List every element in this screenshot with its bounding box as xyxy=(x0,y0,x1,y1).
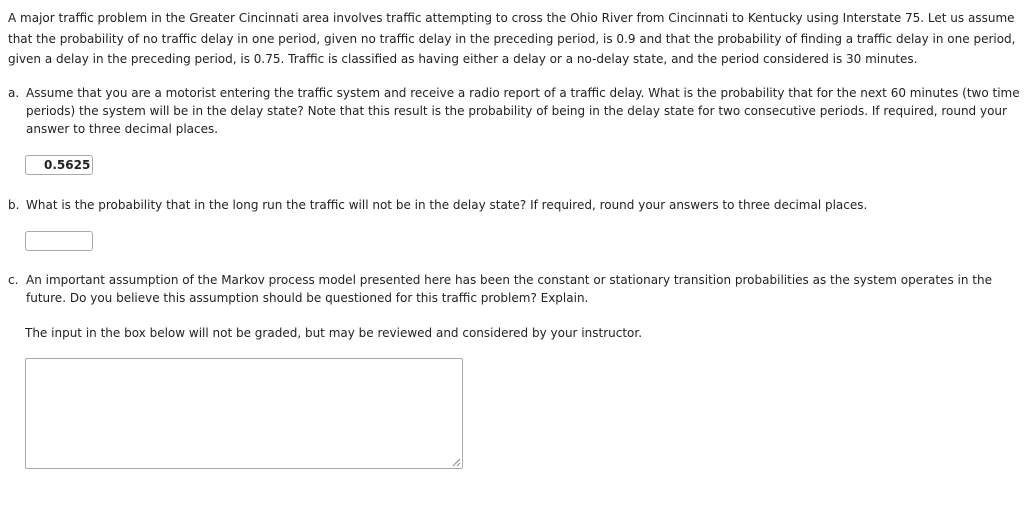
question-c-text: An important assumption of the Markov process model presented here has been the constant or stationary transition probabilities as the system operates in the future. Do you believe this assumption should be questioned for this traffic problem? Explain. xyxy=(26,273,992,305)
answer-b-input[interactable] xyxy=(25,231,93,251)
question-c xyxy=(8,271,1020,307)
question-b-letter: b. xyxy=(8,198,20,212)
ungraded-note: The input in the box below will not be graded, but may be reviewed and considered by your instructor. xyxy=(25,326,643,340)
answer-a-input[interactable] xyxy=(25,155,93,175)
question-a-text: Assume that you are a motorist entering the traffic system and receive a radio report of a traffic delay. What is the probability that for the next 60 minutes (two time periods) the system will be in the delay state? Note that this result is the probability of being in the delay state for two consecutive periods. If required, round your answer to three decimal places. xyxy=(26,86,1020,136)
question-a xyxy=(8,84,1020,138)
explanation-textarea[interactable] xyxy=(25,358,463,469)
problem-statement: A major traffic problem in the Greater Cincinnati area involves traffic attempting to cross the Ohio River from Cincinnati to Kentucky using Interstate 75. Let us assume that the probability of no traffic delay in one period, given no traffic delay in the preceding period, is 0.9 and that the probability of finding a traffic delay in one period, given a delay in the preceding period, is 0.75. Traffic is classified as having either a delay or a no-delay state, and the period considered is 30 minutes. xyxy=(8,11,1016,66)
resize-grip-icon[interactable] xyxy=(452,458,461,467)
question-a-letter: a. xyxy=(8,86,20,100)
question-b xyxy=(8,196,1020,214)
question-c-letter: c. xyxy=(8,273,19,287)
question-b-text: What is the probability that in the long run the traffic will not be in the delay state? If required, round your answers to three decimal places. xyxy=(26,198,868,212)
